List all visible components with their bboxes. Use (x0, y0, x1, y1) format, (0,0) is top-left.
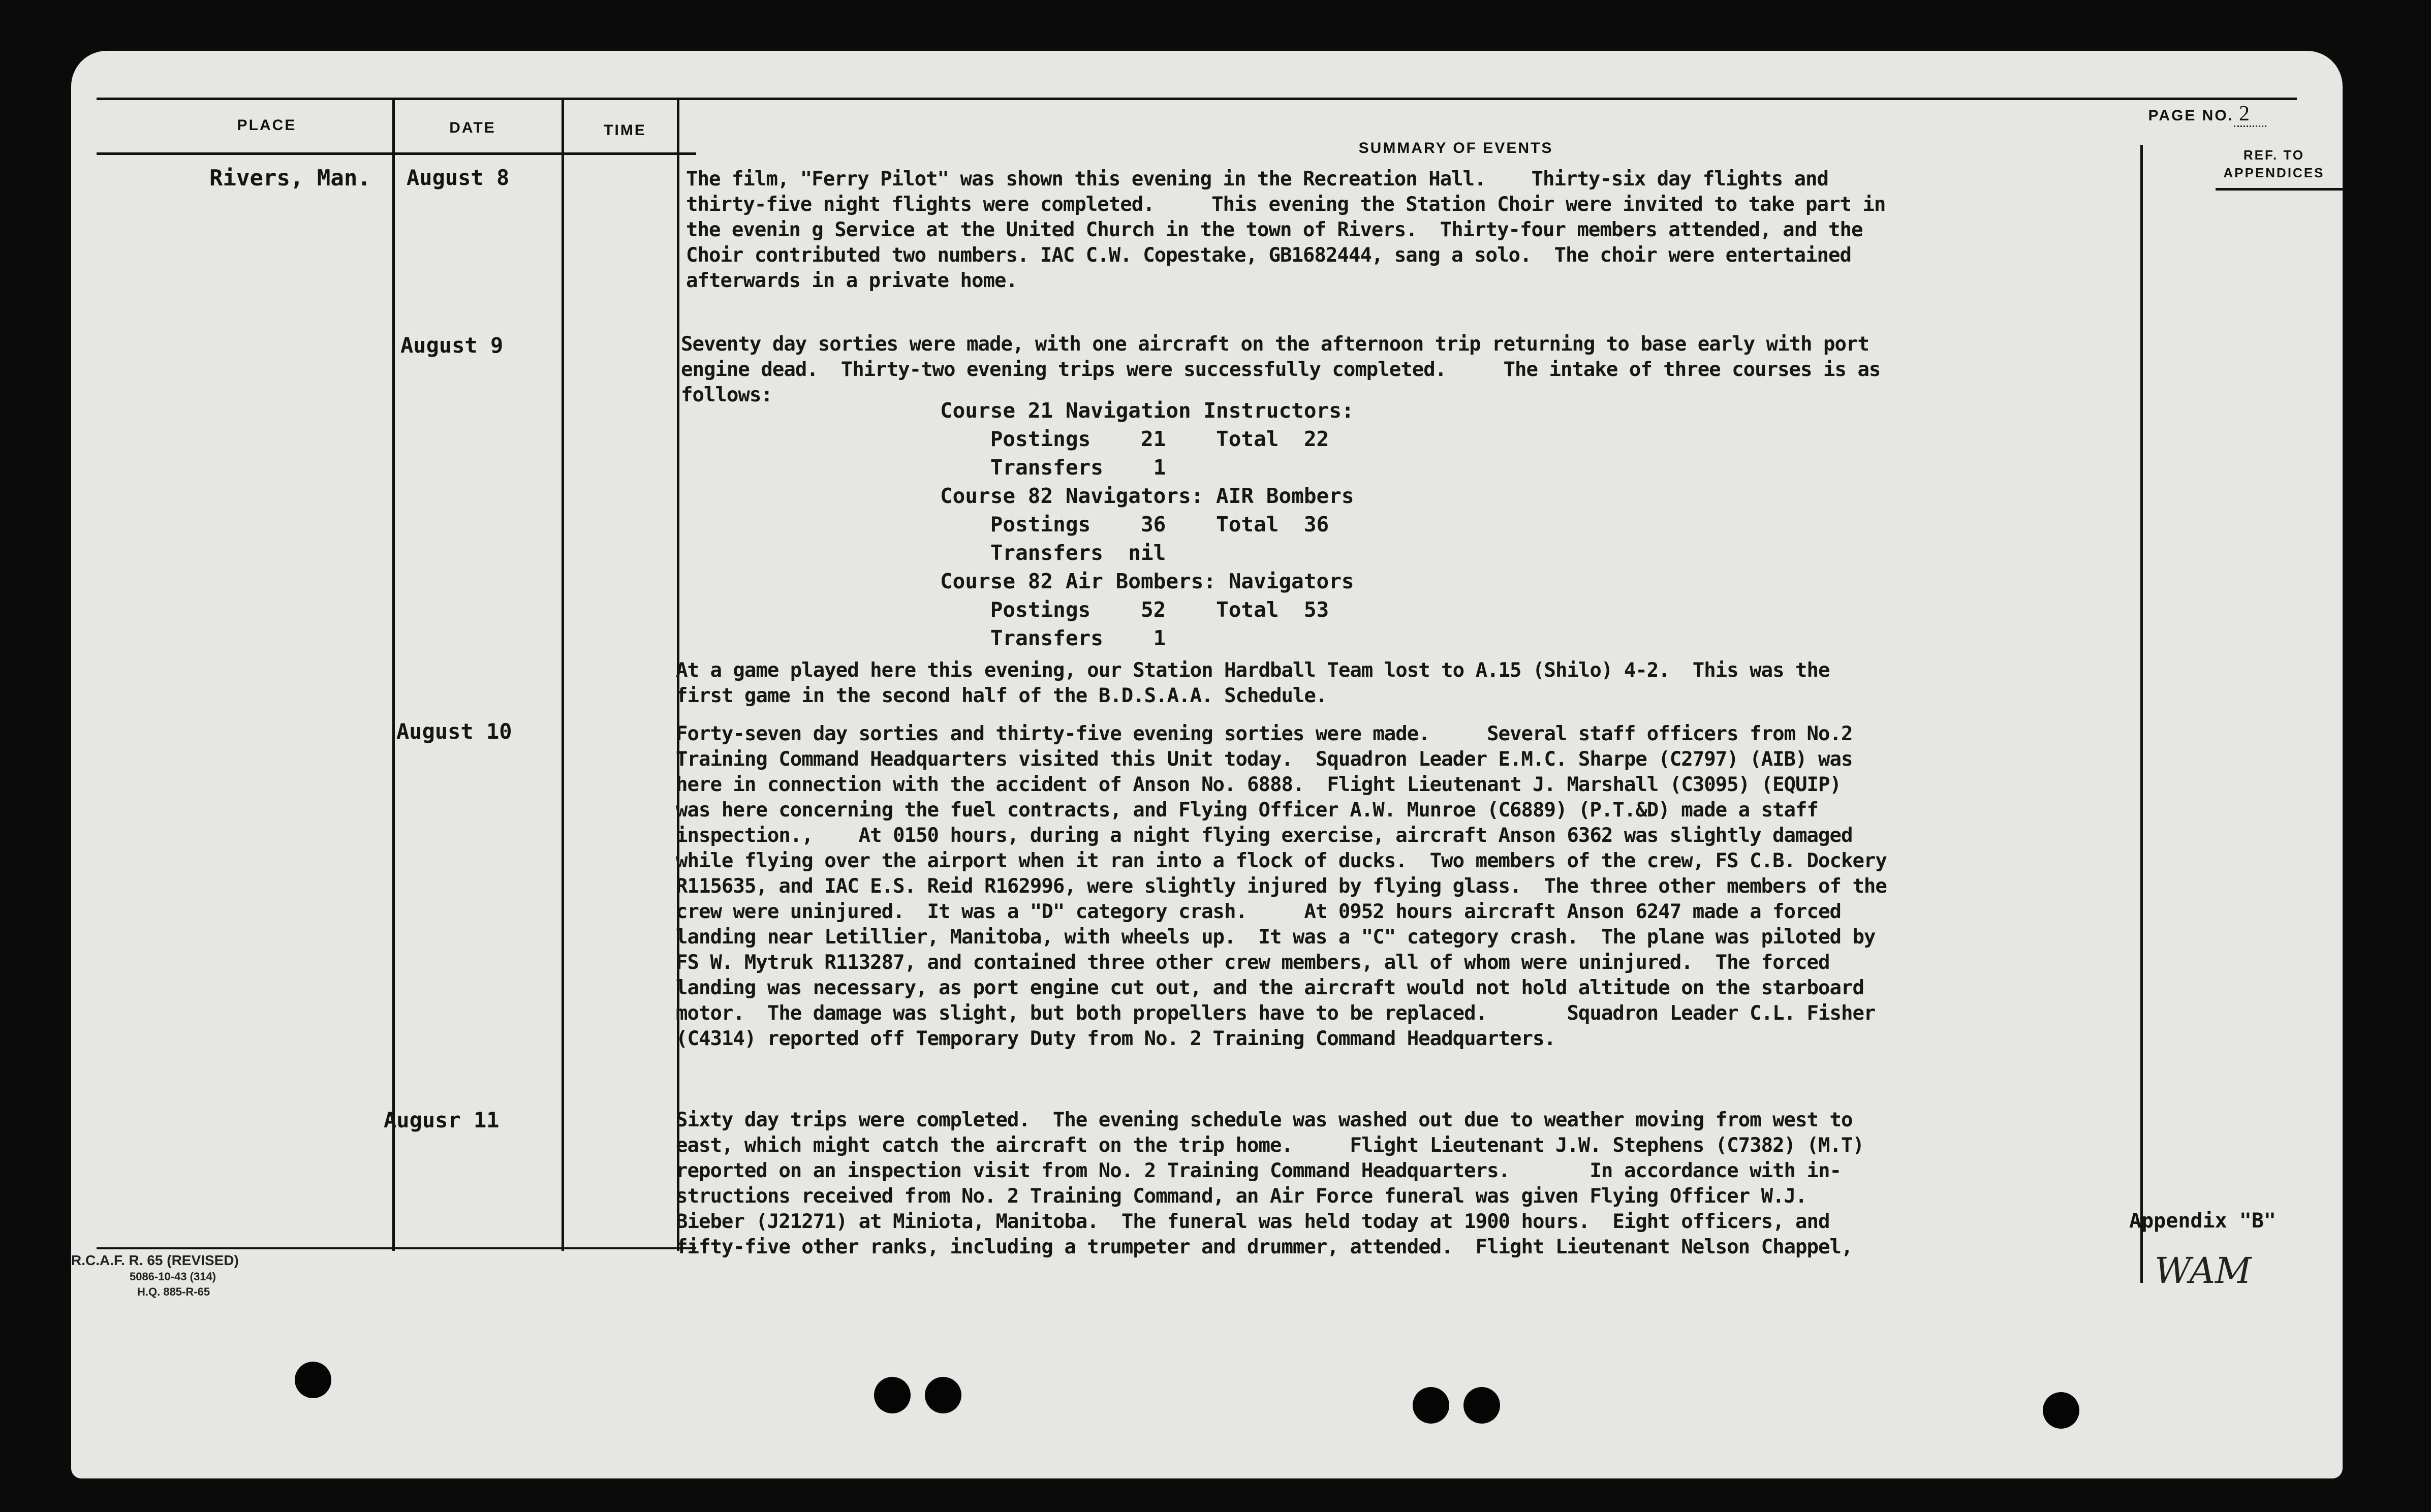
entry-aug-10: Forty-seven day sorties and thirty-five evening sorties were made. Several staff officers from No.2 Training Command Headquarters visited this Unit today. Squadron Leader E.M.C. Sharpe (C2797) (AIB) was here in connection with the accident of Anson No. 6888. Flight Lieutenant J. Marshall (C3095) (EQUIP) was here concerning the fuel contracts, and Flying Officer A.W. Munroe (C6889) (P.T.&D) made a staff inspection., At 0150 hours, during a night flying exercise, aircraft Anson 6362 was slightly damaged while flying over the airport when it ran into a flock of ducks. Two members of the crew, FS C.B. Dockery R115635, and IAC E.S. Reid R162996, were slightly injured by flying glass. The three other members of the crew were uninjured. It was a "D" category crash. At 0952 hours aircraft Anson 6247 made a forced landing near Letillier, Manitoba, with wheels up. It was a "C" category crash. The plane was piloted by FS W. Mytruk R113287, and contained three other crew members, all of whom were uninjured. The forced landing was necessary, as port engine cut out, and the aircraft would not hold altitude on the starboard motor. The damage was slight, but both propellers have to be replaced. Squadron Leader C.L. Fisher (C4314) reported off Temporary Duty from No. 2 Training Command Headquarters. (676, 722, 1887, 1050)
bottom-rule (97, 1247, 696, 1249)
course-intake-list: Course 21 Navigation Instructors: Postings 21 Total 22 Transfers 1 Course 82 Navigators: AIR Bombers Postings 36 Total 36 Transfers nil Course 82 Air Bombers: Navigators Postings 52 Total 53 Transfers 1 (940, 398, 1354, 650)
header-bottom-rule-right (2216, 188, 2343, 191)
column-rule-place (392, 98, 395, 1251)
punch-hole-6 (2043, 1392, 2079, 1429)
header-appendices: APPENDICES (2223, 165, 2325, 180)
punch-hole-1 (295, 1362, 331, 1398)
page-number-label: PAGE NO. (2148, 107, 2234, 124)
header-bottom-rule (97, 152, 696, 155)
entry-aug-9-game: At a game played here this evening, our Station Hardball Team lost to A.15 (Shilo) 4-2. This was the first game in the second half of the B.D.S.A.A. Schedule. (676, 659, 1830, 707)
place-entry: Rivers, Man. (209, 165, 371, 191)
diary-form (71, 51, 2343, 1478)
form-hq-code: H.Q. 885-R-65 (137, 1285, 210, 1298)
header-ref-to: REF. TO (2243, 147, 2305, 163)
entry-aug-9: Seventy day sorties were made, with one aircraft on the afternoon trip returning to base early with port engine dead. Thirty-two evening trips were successfully completed. The intake of three courses is as follows: (681, 333, 1881, 406)
header-top-rule (97, 98, 2297, 100)
handwritten-initials: WAM (2155, 1250, 2252, 1292)
column-rule-summary (2140, 145, 2143, 1283)
column-rule-date (562, 98, 564, 1251)
header-time: TIME (604, 122, 646, 139)
date-aug-10: August 10 (396, 719, 512, 744)
punch-hole-4 (1413, 1387, 1449, 1424)
page-number (2148, 102, 2266, 126)
punch-hole-2 (874, 1377, 911, 1413)
header-place: PLACE (237, 117, 297, 134)
date-aug-11: Augusr 11 (384, 1108, 500, 1132)
date-aug-8: August 8 (407, 165, 510, 190)
form-number: R.C.A.F. R. 65 (REVISED) (71, 1252, 239, 1268)
entry-aug-11: Sixty day trips were completed. The evening schedule was washed out due to weather moving from west to east, which might catch the aircraft on the trip home. Flight Lieutenant J.W. Stephens (C7382) (M.T) reported on an inspection visit from No. 2 Training Command Headquarters. In accordance with in- structions received from No. 2 Training Command, an Air Force funeral was given Flying Officer W.J. Bieber (J21271) at Miniota, Manitoba. The funeral was held today at 1900 hours. Eight officers, and fifty-five other ranks, including a trumpeter and drummer, attended. Flight Lieutenant Nelson Chappel, (676, 1109, 1864, 1258)
header-date: DATE (449, 119, 496, 136)
punch-hole-5 (1463, 1387, 1500, 1424)
form-print-code: 5086-10-43 (314) (130, 1270, 216, 1283)
punch-hole-3 (925, 1377, 961, 1413)
appendix-reference: Appendix "B" (2129, 1209, 2276, 1233)
page-number-value: 2 (2234, 102, 2266, 127)
header-summary: SUMMARY OF EVENTS (1358, 140, 1553, 156)
entry-aug-8: The film, "Ferry Pilot" was shown this evening in the Recreation Hall. Thirty-six day flights and thirty-five night flights were completed. This evening the Station Choir were invited to take part in the evenin g Service at the United Church in the town of Rivers. Thirty-four members attended, and the Choir contributed two numbers. IAC C.W. Copestake, GB1682444, sang a solo. The choir were entertained afterwards in a private home. (686, 168, 1886, 292)
date-aug-9: August 9 (400, 333, 504, 358)
